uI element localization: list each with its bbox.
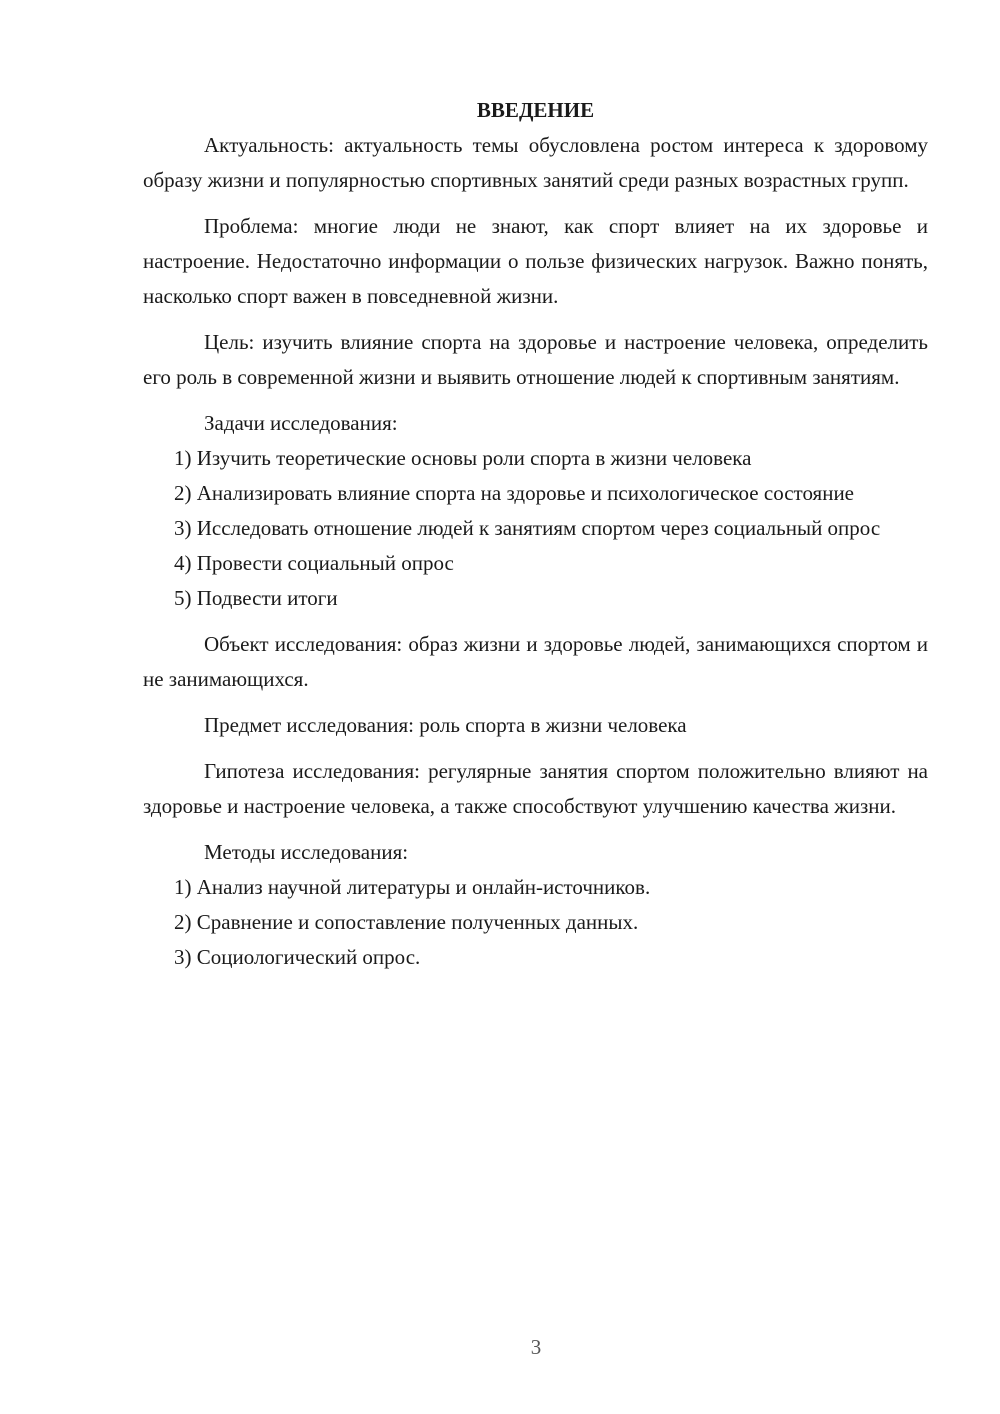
relevance-paragraph: Актуальность: актуальность темы обусловлена ростом интереса к здоровому образу жизни и популярностью спортивных занятий среди разных возрастных групп. — [143, 133, 928, 192]
object-paragraph: Объект исследования: образ жизни и здоровье людей, занимающихся спортом и не занимающихся. — [143, 632, 928, 691]
hypothesis-paragraph: Гипотеза исследования: регулярные занятия спортом положительно влияют на здоровье и настроение человека, а также способствуют улучшению качества жизни. — [143, 759, 928, 818]
page-content — [143, 93, 928, 975]
goal-paragraph: Цель: изучить влияние спорта на здоровье и настроение человека, определить его роль в современной жизни и выявить отношение людей к спортивным занятиям. — [143, 330, 928, 389]
method-item-2: 2) Сравнение и сопоставление полученных данных. — [174, 910, 639, 934]
section-title: ВВЕДЕНИЕ — [476, 98, 595, 122]
page-number: 3 — [530, 1335, 542, 1359]
task-item-5: 5) Подвести итоги — [174, 586, 338, 610]
task-item-2: 2) Анализировать влияние спорта на здоровье и психологическое состояние — [174, 481, 854, 505]
task-item-4: 4) Провести социальный опрос — [174, 551, 454, 575]
tasks-heading: Задачи исследования: — [204, 411, 398, 435]
method-item-3: 3) Социологический опрос. — [174, 945, 421, 969]
method-item-1: 1) Анализ научной литературы и онлайн-источников. — [174, 875, 651, 899]
task-item-1: 1) Изучить теоретические основы роли спорта в жизни человека — [174, 446, 752, 470]
problem-paragraph: Проблема: многие люди не знают, как спорт влияет на их здоровье и настроение. Недостаточно информации о пользе физических нагрузок. Важно понять, насколько спорт важен в повседневной жизни. — [143, 214, 928, 308]
methods-heading: Методы исследования: — [204, 840, 409, 864]
task-item-3: 3) Исследовать отношение людей к занятиям спортом через социальный опрос — [174, 516, 881, 540]
subject-paragraph: Предмет исследования: роль спорта в жизни человека — [204, 713, 687, 737]
